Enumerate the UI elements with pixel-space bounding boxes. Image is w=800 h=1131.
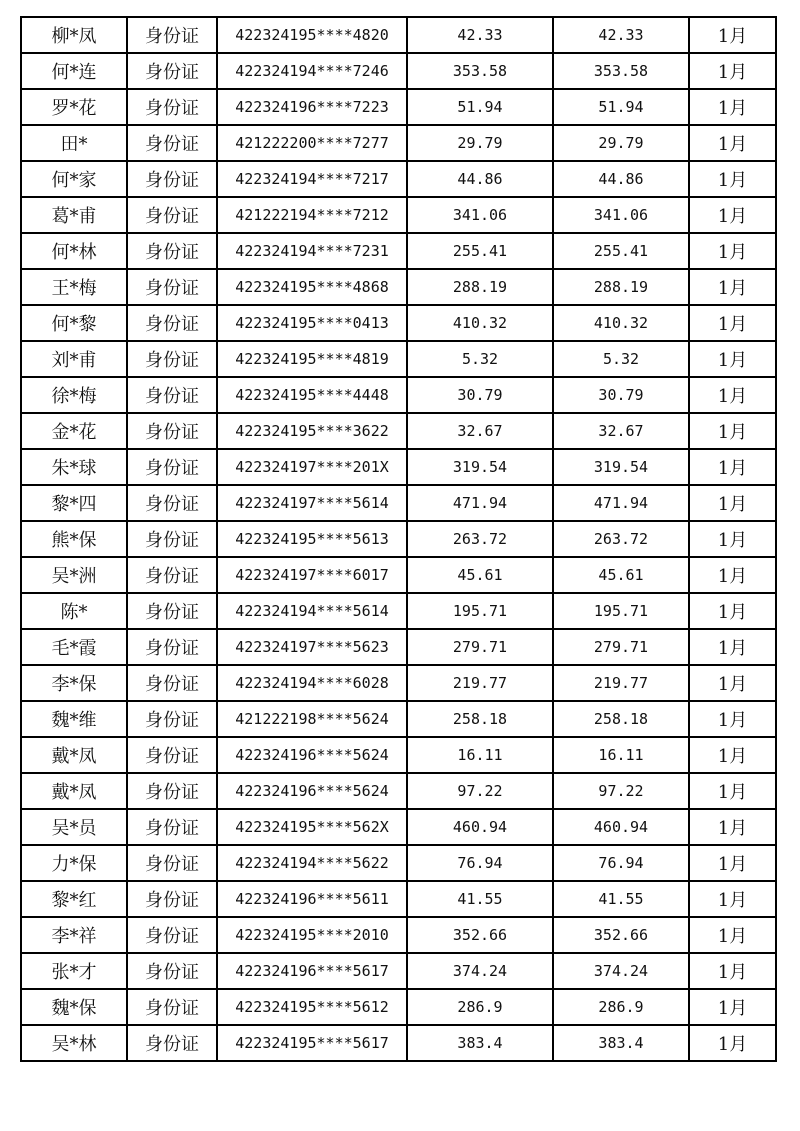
amount-paid-cell: 42.33 <box>553 17 689 53</box>
id-number-cell: 422324195****4819 <box>217 341 407 377</box>
table-row <box>21 881 776 917</box>
name-cell: 张*才 <box>21 953 127 989</box>
table-row <box>21 1025 776 1061</box>
amount-paid-cell: 45.61 <box>553 557 689 593</box>
table-row <box>21 953 776 989</box>
name-cell: 王*梅 <box>21 269 127 305</box>
table-row <box>21 305 776 341</box>
month-cell: 1月 <box>689 449 776 485</box>
name-cell: 何*连 <box>21 53 127 89</box>
month-cell: 1月 <box>689 269 776 305</box>
amount-cell: 45.61 <box>407 557 553 593</box>
amount-cell: 258.18 <box>407 701 553 737</box>
amount-paid-cell: 16.11 <box>553 737 689 773</box>
id-number-cell: 422324194****6028 <box>217 665 407 701</box>
amount-cell: 410.32 <box>407 305 553 341</box>
month-cell: 1月 <box>689 665 776 701</box>
month-cell: 1月 <box>689 593 776 629</box>
id-number-cell: 422324194****7231 <box>217 233 407 269</box>
amount-paid-cell: 319.54 <box>553 449 689 485</box>
amount-paid-cell: 353.58 <box>553 53 689 89</box>
name-cell: 田* <box>21 125 127 161</box>
name-cell: 金*花 <box>21 413 127 449</box>
id-type-cell: 身份证 <box>127 1025 217 1061</box>
name-cell: 黎*四 <box>21 485 127 521</box>
id-number-cell: 422324197****201X <box>217 449 407 485</box>
id-type-cell: 身份证 <box>127 521 217 557</box>
id-type-cell: 身份证 <box>127 593 217 629</box>
id-number-cell: 421222200****7277 <box>217 125 407 161</box>
id-type-cell: 身份证 <box>127 881 217 917</box>
id-type-cell: 身份证 <box>127 125 217 161</box>
amount-paid-cell: 374.24 <box>553 953 689 989</box>
name-cell: 吴*员 <box>21 809 127 845</box>
amount-paid-cell: 460.94 <box>553 809 689 845</box>
id-number-cell: 422324195****4820 <box>217 17 407 53</box>
amount-paid-cell: 341.06 <box>553 197 689 233</box>
name-cell: 熊*保 <box>21 521 127 557</box>
amount-paid-cell: 352.66 <box>553 917 689 953</box>
name-cell: 刘*甫 <box>21 341 127 377</box>
name-cell: 陈* <box>21 593 127 629</box>
month-cell: 1月 <box>689 485 776 521</box>
id-type-cell: 身份证 <box>127 449 217 485</box>
id-number-cell: 422324195****5612 <box>217 989 407 1025</box>
table-row <box>21 917 776 953</box>
table-row <box>21 377 776 413</box>
name-cell: 戴*凤 <box>21 737 127 773</box>
amount-cell: 460.94 <box>407 809 553 845</box>
month-cell: 1月 <box>689 17 776 53</box>
id-number-cell: 422324196****7223 <box>217 89 407 125</box>
amount-paid-cell: 76.94 <box>553 845 689 881</box>
amount-cell: 16.11 <box>407 737 553 773</box>
amount-paid-cell: 29.79 <box>553 125 689 161</box>
amount-cell: 32.67 <box>407 413 553 449</box>
table-row <box>21 125 776 161</box>
name-cell: 徐*梅 <box>21 377 127 413</box>
amount-paid-cell: 41.55 <box>553 881 689 917</box>
amount-cell: 219.77 <box>407 665 553 701</box>
amount-cell: 263.72 <box>407 521 553 557</box>
table-row <box>21 593 776 629</box>
month-cell: 1月 <box>689 53 776 89</box>
month-cell: 1月 <box>689 341 776 377</box>
month-cell: 1月 <box>689 881 776 917</box>
id-type-cell: 身份证 <box>127 161 217 197</box>
id-number-cell: 422324195****5613 <box>217 521 407 557</box>
id-type-cell: 身份证 <box>127 341 217 377</box>
amount-cell: 319.54 <box>407 449 553 485</box>
id-number-cell: 422324195****3622 <box>217 413 407 449</box>
id-number-cell: 422324194****7246 <box>217 53 407 89</box>
amount-cell: 286.9 <box>407 989 553 1025</box>
table-row <box>21 53 776 89</box>
table-row <box>21 341 776 377</box>
month-cell: 1月 <box>689 1025 776 1061</box>
amount-cell: 353.58 <box>407 53 553 89</box>
amount-paid-cell: 255.41 <box>553 233 689 269</box>
id-type-cell: 身份证 <box>127 269 217 305</box>
amount-cell: 76.94 <box>407 845 553 881</box>
id-number-cell: 422324196****5617 <box>217 953 407 989</box>
amount-paid-cell: 30.79 <box>553 377 689 413</box>
id-number-cell: 422324195****0413 <box>217 305 407 341</box>
id-number-cell: 422324195****5617 <box>217 1025 407 1061</box>
id-type-cell: 身份证 <box>127 953 217 989</box>
table-row <box>21 737 776 773</box>
id-number-cell: 422324195****4868 <box>217 269 407 305</box>
table-row <box>21 269 776 305</box>
id-type-cell: 身份证 <box>127 665 217 701</box>
amount-cell: 288.19 <box>407 269 553 305</box>
table-row <box>21 449 776 485</box>
name-cell: 黎*红 <box>21 881 127 917</box>
id-number-cell: 421222194****7212 <box>217 197 407 233</box>
month-cell: 1月 <box>689 161 776 197</box>
id-type-cell: 身份证 <box>127 377 217 413</box>
amount-paid-cell: 471.94 <box>553 485 689 521</box>
id-type-cell: 身份证 <box>127 233 217 269</box>
table-row <box>21 521 776 557</box>
amount-paid-cell: 51.94 <box>553 89 689 125</box>
name-cell: 柳*凤 <box>21 17 127 53</box>
name-cell: 朱*球 <box>21 449 127 485</box>
id-number-cell: 422324194****5622 <box>217 845 407 881</box>
month-cell: 1月 <box>689 845 776 881</box>
amount-cell: 42.33 <box>407 17 553 53</box>
id-number-cell: 422324196****5624 <box>217 737 407 773</box>
amount-paid-cell: 97.22 <box>553 773 689 809</box>
id-type-cell: 身份证 <box>127 629 217 665</box>
id-type-cell: 身份证 <box>127 557 217 593</box>
id-type-cell: 身份证 <box>127 305 217 341</box>
amount-cell: 352.66 <box>407 917 553 953</box>
id-number-cell: 422324194****5614 <box>217 593 407 629</box>
id-type-cell: 身份证 <box>127 989 217 1025</box>
table-row <box>21 845 776 881</box>
name-cell: 戴*凤 <box>21 773 127 809</box>
amount-cell: 255.41 <box>407 233 553 269</box>
month-cell: 1月 <box>689 89 776 125</box>
amount-paid-cell: 263.72 <box>553 521 689 557</box>
amount-paid-cell: 258.18 <box>553 701 689 737</box>
amount-paid-cell: 219.77 <box>553 665 689 701</box>
amount-cell: 30.79 <box>407 377 553 413</box>
name-cell: 葛*甫 <box>21 197 127 233</box>
month-cell: 1月 <box>689 413 776 449</box>
name-cell: 何*林 <box>21 233 127 269</box>
name-cell: 罗*花 <box>21 89 127 125</box>
id-type-cell: 身份证 <box>127 809 217 845</box>
table-row <box>21 809 776 845</box>
table-row <box>21 989 776 1025</box>
month-cell: 1月 <box>689 953 776 989</box>
data-table <box>20 16 777 1062</box>
amount-cell: 51.94 <box>407 89 553 125</box>
id-type-cell: 身份证 <box>127 737 217 773</box>
id-number-cell: 422324195****562X <box>217 809 407 845</box>
id-type-cell: 身份证 <box>127 413 217 449</box>
amount-paid-cell: 383.4 <box>553 1025 689 1061</box>
month-cell: 1月 <box>689 809 776 845</box>
month-cell: 1月 <box>689 917 776 953</box>
name-cell: 李*祥 <box>21 917 127 953</box>
table-row <box>21 773 776 809</box>
amount-cell: 471.94 <box>407 485 553 521</box>
id-number-cell: 422324196****5611 <box>217 881 407 917</box>
name-cell: 魏*保 <box>21 989 127 1025</box>
amount-paid-cell: 279.71 <box>553 629 689 665</box>
name-cell: 何*家 <box>21 161 127 197</box>
table-row <box>21 197 776 233</box>
amount-paid-cell: 286.9 <box>553 989 689 1025</box>
id-type-cell: 身份证 <box>127 197 217 233</box>
month-cell: 1月 <box>689 701 776 737</box>
amount-cell: 279.71 <box>407 629 553 665</box>
id-number-cell: 422324197****5614 <box>217 485 407 521</box>
amount-cell: 29.79 <box>407 125 553 161</box>
name-cell: 毛*霞 <box>21 629 127 665</box>
id-number-cell: 422324197****6017 <box>217 557 407 593</box>
table-row <box>21 17 776 53</box>
table-row <box>21 629 776 665</box>
id-type-cell: 身份证 <box>127 701 217 737</box>
table-row <box>21 161 776 197</box>
id-type-cell: 身份证 <box>127 773 217 809</box>
amount-paid-cell: 5.32 <box>553 341 689 377</box>
month-cell: 1月 <box>689 305 776 341</box>
id-number-cell: 422324196****5624 <box>217 773 407 809</box>
amount-paid-cell: 32.67 <box>553 413 689 449</box>
name-cell: 何*黎 <box>21 305 127 341</box>
month-cell: 1月 <box>689 737 776 773</box>
amount-cell: 341.06 <box>407 197 553 233</box>
amount-paid-cell: 195.71 <box>553 593 689 629</box>
month-cell: 1月 <box>689 989 776 1025</box>
table-row <box>21 89 776 125</box>
month-cell: 1月 <box>689 773 776 809</box>
month-cell: 1月 <box>689 557 776 593</box>
amount-paid-cell: 44.86 <box>553 161 689 197</box>
table-row <box>21 557 776 593</box>
amount-cell: 195.71 <box>407 593 553 629</box>
name-cell: 吴*洲 <box>21 557 127 593</box>
table-row <box>21 233 776 269</box>
id-type-cell: 身份证 <box>127 485 217 521</box>
id-number-cell: 422324195****2010 <box>217 917 407 953</box>
table-row <box>21 485 776 521</box>
id-type-cell: 身份证 <box>127 917 217 953</box>
id-type-cell: 身份证 <box>127 17 217 53</box>
amount-paid-cell: 410.32 <box>553 305 689 341</box>
id-type-cell: 身份证 <box>127 53 217 89</box>
month-cell: 1月 <box>689 521 776 557</box>
id-number-cell: 422324197****5623 <box>217 629 407 665</box>
name-cell: 吴*林 <box>21 1025 127 1061</box>
id-number-cell: 422324194****7217 <box>217 161 407 197</box>
amount-cell: 41.55 <box>407 881 553 917</box>
amount-cell: 383.4 <box>407 1025 553 1061</box>
amount-cell: 97.22 <box>407 773 553 809</box>
month-cell: 1月 <box>689 377 776 413</box>
table-row <box>21 413 776 449</box>
name-cell: 力*保 <box>21 845 127 881</box>
month-cell: 1月 <box>689 629 776 665</box>
table-body <box>21 17 776 1061</box>
month-cell: 1月 <box>689 197 776 233</box>
name-cell: 李*保 <box>21 665 127 701</box>
id-number-cell: 421222198****5624 <box>217 701 407 737</box>
amount-paid-cell: 288.19 <box>553 269 689 305</box>
table-row <box>21 665 776 701</box>
amount-cell: 44.86 <box>407 161 553 197</box>
id-type-cell: 身份证 <box>127 845 217 881</box>
amount-cell: 374.24 <box>407 953 553 989</box>
id-number-cell: 422324195****4448 <box>217 377 407 413</box>
month-cell: 1月 <box>689 125 776 161</box>
table-row <box>21 701 776 737</box>
month-cell: 1月 <box>689 233 776 269</box>
name-cell: 魏*维 <box>21 701 127 737</box>
id-type-cell: 身份证 <box>127 89 217 125</box>
amount-cell: 5.32 <box>407 341 553 377</box>
